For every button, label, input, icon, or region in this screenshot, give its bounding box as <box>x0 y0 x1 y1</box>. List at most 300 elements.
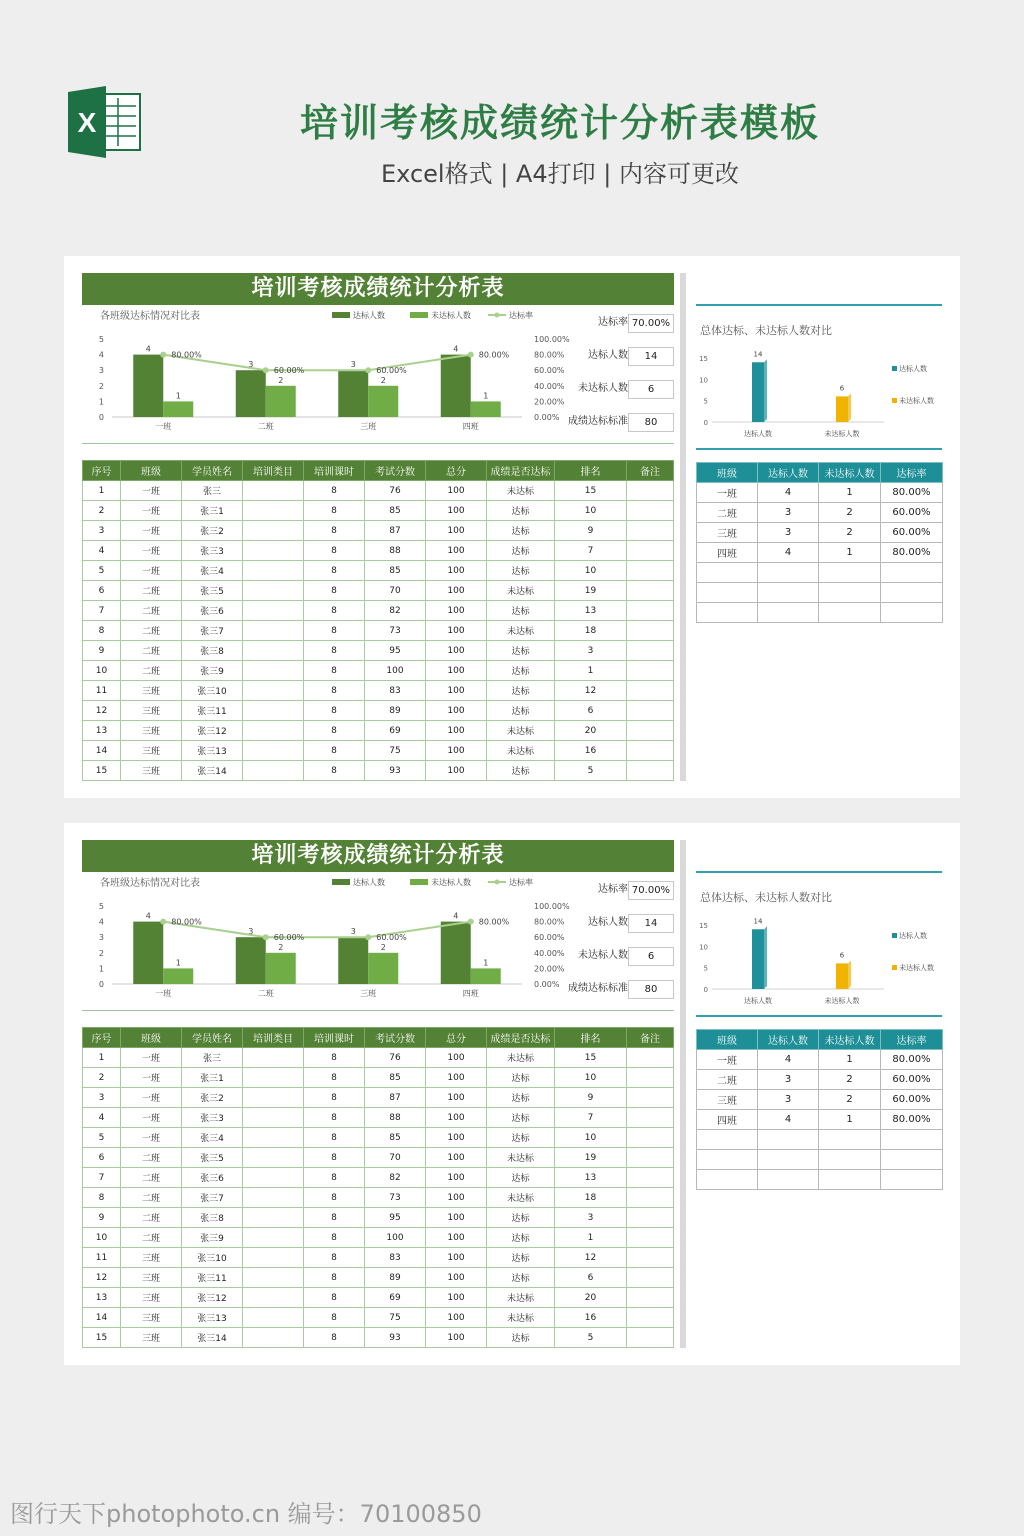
table-cell: 未达标 <box>487 1048 555 1068</box>
table-cell: 未达标 <box>487 621 555 641</box>
table-cell: 73 <box>365 621 426 641</box>
table-cell <box>819 1130 881 1150</box>
table-cell: 16 <box>555 1308 627 1328</box>
table-cell: 15 <box>83 1328 121 1348</box>
table-cell <box>627 641 674 661</box>
y-tick-label: 0 <box>98 413 104 422</box>
table-cell <box>627 521 674 541</box>
table-cell <box>243 701 304 721</box>
table-cell: 9 <box>555 1088 627 1108</box>
table-cell: 张三5 <box>182 581 243 601</box>
bar-side <box>848 960 851 989</box>
table-cell: 73 <box>365 1188 426 1208</box>
legend-marker <box>495 313 500 318</box>
y-tick-label: 2 <box>98 381 104 391</box>
table-cell: 100 <box>426 761 487 781</box>
x-tick-label: 达标人数 <box>744 997 772 1005</box>
bar-fail <box>836 963 848 989</box>
bar-data-label: 2 <box>380 375 386 385</box>
table-cell: 二班 <box>121 581 182 601</box>
table-cell: 13 <box>83 1288 121 1308</box>
legend-swatch <box>410 312 428 318</box>
kpi-row <box>558 313 674 333</box>
table-cell: 12 <box>83 1268 121 1288</box>
rate-point <box>468 352 474 358</box>
column-header: 序号 <box>83 1028 121 1048</box>
table-cell: 达标 <box>487 701 555 721</box>
y-tick-label: 10 <box>699 943 708 952</box>
chart-title: 各班级达标情况对比表 <box>100 878 200 889</box>
table-cell: 张三10 <box>182 1248 243 1268</box>
table-cell: 未达标 <box>487 481 555 501</box>
table-cell: 3 <box>555 641 627 661</box>
table-cell <box>819 1170 881 1190</box>
table-cell: 一班 <box>121 561 182 581</box>
table-cell <box>243 661 304 681</box>
table-cell <box>627 681 674 701</box>
table-cell: 1 <box>819 1110 881 1130</box>
table-cell <box>627 1088 674 1108</box>
table-cell: 13 <box>555 601 627 621</box>
table-cell: 83 <box>365 681 426 701</box>
table-cell <box>627 581 674 601</box>
bar-data-label: 1 <box>483 958 489 968</box>
table-cell <box>881 563 943 583</box>
table-cell: 8 <box>304 1228 365 1248</box>
column-header: 成绩是否达标 <box>487 1028 555 1048</box>
table-cell: 三班 <box>121 761 182 781</box>
y-tick-label: 3 <box>98 366 104 376</box>
table-cell <box>627 561 674 581</box>
y-tick-label: 0 <box>703 986 708 994</box>
table-cell <box>627 601 674 621</box>
table-cell: 100 <box>426 601 487 621</box>
column-header: 班级 <box>121 461 182 481</box>
table-row <box>697 1090 943 1110</box>
table-cell <box>627 541 674 561</box>
bar-pass <box>441 922 471 984</box>
table-cell: 19 <box>555 581 627 601</box>
y2-tick-label: 80.00% <box>534 350 565 360</box>
table-cell: 一班 <box>121 521 182 541</box>
table-cell <box>243 1088 304 1108</box>
column-header: 培训类目 <box>243 1028 304 1048</box>
table-cell <box>881 1130 943 1150</box>
table-cell <box>243 1208 304 1228</box>
table-cell: 100 <box>426 681 487 701</box>
table-cell: 95 <box>365 641 426 661</box>
table-cell: 85 <box>365 561 426 581</box>
table-cell <box>627 701 674 721</box>
rate-point <box>160 919 166 925</box>
rate-data-label: 80.00% <box>171 917 202 927</box>
score-table <box>82 1027 674 1348</box>
table-cell <box>758 563 819 583</box>
table-cell <box>243 1288 304 1308</box>
bar-pass <box>441 355 471 417</box>
table-cell: 89 <box>365 1268 426 1288</box>
legend-label: 达标人数 <box>353 311 385 320</box>
table-cell <box>819 1150 881 1170</box>
scrollbar[interactable] <box>680 840 686 1348</box>
y2-tick-label: 60.00% <box>534 366 565 376</box>
legend-swatch <box>892 398 897 403</box>
bar-pass <box>338 937 368 984</box>
table-cell: 6 <box>83 581 121 601</box>
scrollbar[interactable] <box>680 273 686 781</box>
table-cell: 3 <box>758 523 819 543</box>
table-cell <box>243 521 304 541</box>
bar-fail <box>368 386 398 417</box>
y-tick-label: 15 <box>699 922 708 930</box>
x-tick-label: 一班 <box>155 989 172 998</box>
table-cell <box>627 1168 674 1188</box>
bar-data-label: 1 <box>175 391 181 401</box>
page-title: 培训考核成绩统计分析表模板 <box>299 101 820 145</box>
table-cell: 三班 <box>121 1308 182 1328</box>
table-cell: 张三9 <box>182 661 243 681</box>
table-cell: 69 <box>365 1288 426 1308</box>
y-tick-label: 4 <box>98 350 104 360</box>
table-cell: 一班 <box>697 1050 758 1070</box>
column-header: 达标率 <box>881 1030 943 1050</box>
divider <box>82 1010 674 1011</box>
table-cell: 10 <box>555 501 627 521</box>
table-cell: 100 <box>426 1128 487 1148</box>
table-cell: 82 <box>365 601 426 621</box>
table-cell: 3 <box>758 1070 819 1090</box>
table-cell <box>697 1130 758 1150</box>
chart-title: 各班级达标情况对比表 <box>100 311 200 322</box>
bar-pass <box>338 370 368 417</box>
divider <box>696 1015 942 1017</box>
table-cell: 100 <box>426 1048 487 1068</box>
table-cell: 100 <box>426 1248 487 1268</box>
table-cell: 张三4 <box>182 561 243 581</box>
table-cell <box>627 1108 674 1128</box>
bar-data-label: 2 <box>380 942 386 952</box>
table-cell: 100 <box>426 581 487 601</box>
column-header: 班级 <box>697 1030 758 1050</box>
table-cell: 80.00% <box>881 543 943 563</box>
table-cell: 张三1 <box>182 501 243 521</box>
table-cell: 张三11 <box>182 1268 243 1288</box>
table-cell: 100 <box>426 1108 487 1128</box>
x-tick-label: 达标人数 <box>744 430 772 438</box>
table-cell: 60.00% <box>881 1070 943 1090</box>
table-cell: 张三9 <box>182 1228 243 1248</box>
table-cell <box>627 721 674 741</box>
table-cell: 一班 <box>121 1088 182 1108</box>
summary-table <box>696 1029 943 1190</box>
table-row <box>697 1050 943 1070</box>
table-cell <box>627 1188 674 1208</box>
table-row <box>83 1128 674 1148</box>
table-cell: 88 <box>365 1108 426 1128</box>
table-row <box>83 541 674 561</box>
table-cell: 达标 <box>487 1248 555 1268</box>
summary-table <box>696 462 943 623</box>
kpi-value: 14 <box>628 914 674 933</box>
table-cell: 80.00% <box>881 1050 943 1070</box>
table-row <box>83 741 674 761</box>
table-cell: 3 <box>555 1208 627 1228</box>
chart-title: 总体达标、未达标人数对比 <box>700 324 832 337</box>
table-cell: 一班 <box>121 481 182 501</box>
sheet-banner: 培训考核成绩统计分析表 <box>82 840 674 872</box>
y-tick-label: 10 <box>699 376 708 385</box>
table-cell: 12 <box>555 681 627 701</box>
table-cell: 8 <box>304 1288 365 1308</box>
table-cell: 2 <box>819 1090 881 1110</box>
column-header: 总分 <box>426 1028 487 1048</box>
bar-fail <box>266 386 296 417</box>
bar-side <box>764 359 767 422</box>
table-cell: 100 <box>426 1148 487 1168</box>
rate-point <box>263 367 269 373</box>
legend-label: 未达标人数 <box>431 311 471 320</box>
table-cell <box>243 601 304 621</box>
table-cell: 10 <box>555 1128 627 1148</box>
table-cell <box>243 1188 304 1208</box>
table-row <box>83 621 674 641</box>
table-cell: 3 <box>758 1090 819 1110</box>
column-header: 成绩是否达标 <box>487 461 555 481</box>
table-cell <box>627 1128 674 1148</box>
table-cell: 100 <box>426 541 487 561</box>
table-header-row <box>83 461 674 481</box>
class-comparison-chart <box>82 305 570 439</box>
table-cell: 未达标 <box>487 1188 555 1208</box>
table-cell: 8 <box>304 1048 365 1068</box>
table-cell: 83 <box>365 1248 426 1268</box>
kpi-label: 达标率 <box>598 317 628 328</box>
table-cell <box>627 1148 674 1168</box>
table-cell: 一班 <box>121 1048 182 1068</box>
y-tick-label: 0 <box>703 419 708 427</box>
table-cell: 8 <box>304 1068 365 1088</box>
table-cell: 1 <box>555 1228 627 1248</box>
table-cell: 张三3 <box>182 541 243 561</box>
bar-data-label: 14 <box>753 917 763 926</box>
bar-data-label: 3 <box>350 927 356 937</box>
x-tick-label: 未达标人数 <box>824 997 860 1005</box>
table-cell: 未达标 <box>487 741 555 761</box>
kpi-label: 未达标人数 <box>578 950 628 961</box>
table-cell: 二班 <box>121 1228 182 1248</box>
bar-pass <box>133 922 163 984</box>
y-tick-label: 5 <box>98 902 104 911</box>
table-cell: 张三1 <box>182 1068 243 1088</box>
column-header: 学员姓名 <box>182 1028 243 1048</box>
table-cell: 达标 <box>487 1068 555 1088</box>
table-cell: 80.00% <box>881 483 943 503</box>
overall-comparison-chart <box>696 869 944 1019</box>
table-cell: 14 <box>83 741 121 761</box>
table-cell: 100 <box>426 1188 487 1208</box>
table-cell: 100 <box>426 1228 487 1248</box>
table-cell: 10 <box>555 1068 627 1088</box>
table-row <box>697 1170 943 1190</box>
table-cell: 张三5 <box>182 1148 243 1168</box>
table-cell: 张三12 <box>182 721 243 741</box>
table-cell <box>627 1228 674 1248</box>
table-cell: 5 <box>555 1328 627 1348</box>
sheet-preview-2 <box>64 823 960 1365</box>
sheet-preview-1 <box>64 256 960 798</box>
table-cell: 8 <box>304 561 365 581</box>
table-row <box>83 721 674 741</box>
table-cell <box>627 741 674 761</box>
table-cell: 75 <box>365 1308 426 1328</box>
bar-fail <box>836 396 848 422</box>
table-cell: 60.00% <box>881 503 943 523</box>
table-cell <box>243 1128 304 1148</box>
table-cell: 二班 <box>121 621 182 641</box>
table-row <box>83 1048 674 1068</box>
table-cell: 4 <box>83 541 121 561</box>
bar-fail <box>163 401 193 417</box>
x-tick-label: 二班 <box>257 989 274 998</box>
table-cell <box>243 501 304 521</box>
bar-data-label: 3 <box>248 927 254 937</box>
table-cell: 达标 <box>487 1268 555 1288</box>
table-cell: 8 <box>304 521 365 541</box>
bar-data-label: 6 <box>839 384 845 393</box>
table-cell: 85 <box>365 1128 426 1148</box>
legend-marker <box>495 880 500 885</box>
table-cell <box>243 1228 304 1248</box>
summary-panel <box>696 863 944 1263</box>
column-header: 达标率 <box>881 463 943 483</box>
table-cell <box>697 603 758 623</box>
legend-swatch <box>892 933 897 938</box>
bar-side <box>764 926 767 989</box>
legend-label: 未达标人数 <box>431 878 471 887</box>
table-cell <box>627 1268 674 1288</box>
y2-tick-label: 80.00% <box>534 917 565 927</box>
table-cell: 100 <box>426 501 487 521</box>
table-cell: 2 <box>83 501 121 521</box>
table-cell: 100 <box>426 641 487 661</box>
bar-pass <box>236 370 266 417</box>
table-cell: 二班 <box>121 661 182 681</box>
table-cell <box>243 1308 304 1328</box>
table-cell: 三班 <box>121 1328 182 1348</box>
table-cell <box>243 541 304 561</box>
kpi-row <box>558 346 674 366</box>
table-cell: 8 <box>304 761 365 781</box>
table-row <box>83 1088 674 1108</box>
column-header: 培训课时 <box>304 1028 365 1048</box>
column-header: 班级 <box>697 463 758 483</box>
legend-label: 达标人数 <box>899 365 927 373</box>
table-cell: 13 <box>555 1168 627 1188</box>
column-header: 达标人数 <box>758 463 819 483</box>
table-cell: 69 <box>365 721 426 741</box>
summary-panel <box>696 296 944 696</box>
table-cell: 100 <box>426 1268 487 1288</box>
bar-data-label: 6 <box>839 951 845 960</box>
column-header: 总分 <box>426 461 487 481</box>
score-table <box>82 460 674 781</box>
table-cell: 张三 <box>182 481 243 501</box>
table-cell: 四班 <box>697 1110 758 1130</box>
table-cell: 15 <box>555 481 627 501</box>
bar-data-label: 14 <box>753 350 763 359</box>
table-cell: 三班 <box>697 523 758 543</box>
rate-line <box>163 355 471 371</box>
table-cell: 三班 <box>121 721 182 741</box>
table-row <box>83 641 674 661</box>
table-cell: 张三14 <box>182 1328 243 1348</box>
table-cell: 8 <box>304 1088 365 1108</box>
table-cell: 达标 <box>487 521 555 541</box>
table-row <box>697 1070 943 1090</box>
table-cell: 二班 <box>121 1148 182 1168</box>
sheet-banner: 培训考核成绩统计分析表 <box>82 273 674 305</box>
table-cell: 13 <box>83 721 121 741</box>
table-cell: 达标 <box>487 1228 555 1248</box>
table-cell: 8 <box>304 1108 365 1128</box>
table-row <box>83 1168 674 1188</box>
kpi-row <box>558 979 674 999</box>
table-cell: 85 <box>365 1068 426 1088</box>
table-cell: 10 <box>83 661 121 681</box>
table-cell: 张三2 <box>182 1088 243 1108</box>
table-cell: 20 <box>555 1288 627 1308</box>
table-cell: 93 <box>365 761 426 781</box>
table-cell <box>627 761 674 781</box>
y-tick-label: 0 <box>98 980 104 989</box>
table-cell <box>881 603 943 623</box>
table-row <box>83 561 674 581</box>
table-cell: 8 <box>304 1248 365 1268</box>
table-cell: 8 <box>304 661 365 681</box>
table-cell: 2 <box>83 1068 121 1088</box>
table-cell: 张三3 <box>182 1108 243 1128</box>
bar-fail <box>471 968 501 984</box>
table-cell: 100 <box>365 1228 426 1248</box>
table-cell: 张三13 <box>182 741 243 761</box>
chart-title: 总体达标、未达标人数对比 <box>700 891 832 904</box>
table-cell: 一班 <box>121 1128 182 1148</box>
table-cell: 5 <box>83 561 121 581</box>
table-cell: 4 <box>758 483 819 503</box>
table-cell: 100 <box>426 1328 487 1348</box>
table-cell <box>758 1170 819 1190</box>
table-row <box>83 1068 674 1088</box>
x-tick-label: 四班 <box>462 422 479 431</box>
y-tick-label: 5 <box>703 964 708 973</box>
kpi-label: 未达标人数 <box>578 383 628 394</box>
table-row <box>83 1188 674 1208</box>
table-cell: 10 <box>555 561 627 581</box>
table-cell: 三班 <box>121 1248 182 1268</box>
table-cell: 达标 <box>487 561 555 581</box>
legend-label: 未达标人数 <box>899 964 934 972</box>
table-cell: 达标 <box>487 541 555 561</box>
y2-tick-label: 20.00% <box>534 964 565 974</box>
table-cell: 70 <box>365 1148 426 1168</box>
table-cell: 20 <box>555 721 627 741</box>
page-subtitle: Excel格式 | A4打印 | 内容可更改 <box>381 160 739 188</box>
divider <box>696 448 942 450</box>
table-cell: 张三7 <box>182 621 243 641</box>
rate-point <box>263 934 269 940</box>
summary-header-row <box>697 463 943 483</box>
column-header: 序号 <box>83 461 121 481</box>
